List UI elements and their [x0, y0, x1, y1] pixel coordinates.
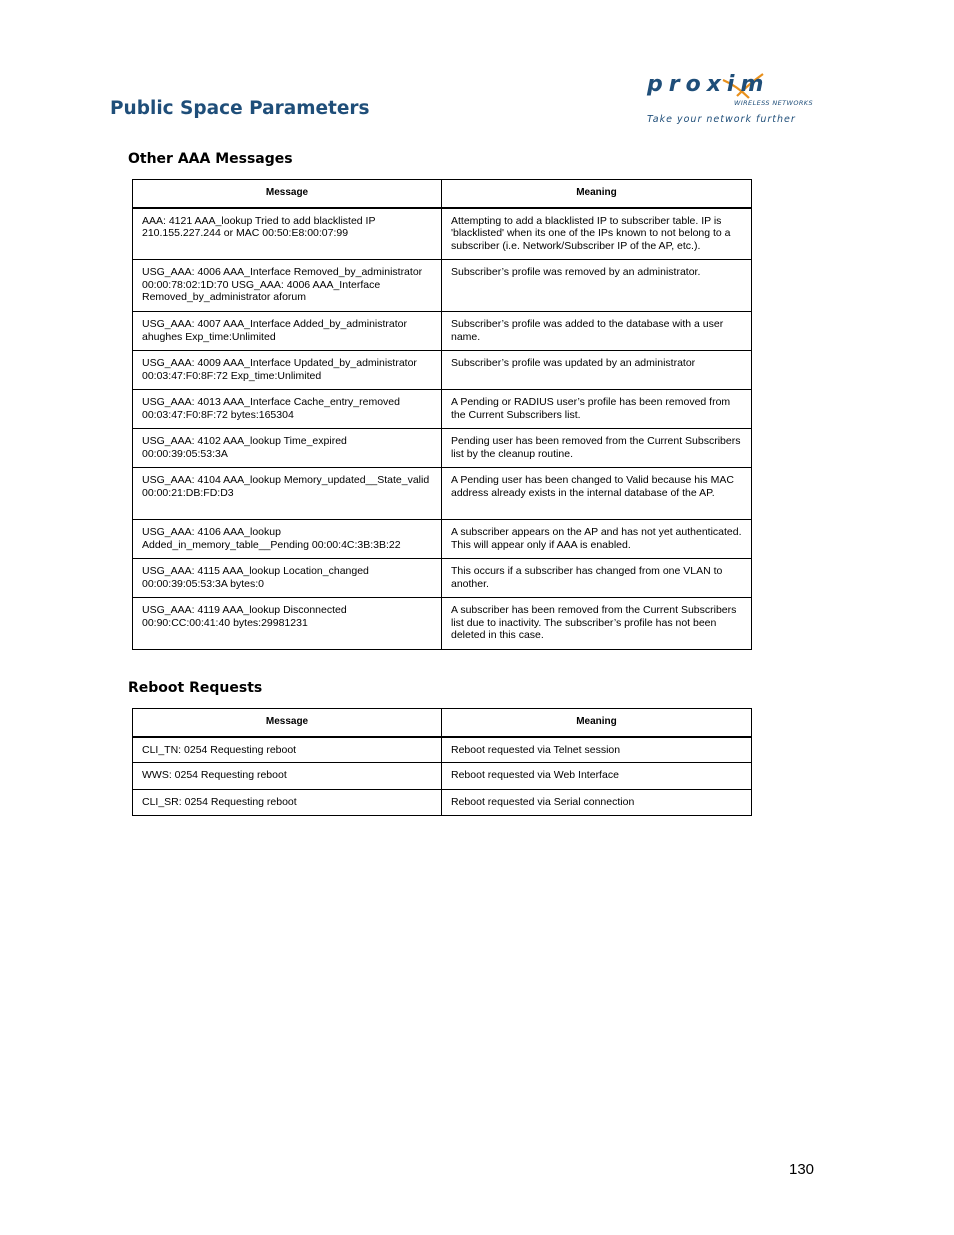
table-row	[133, 351, 752, 390]
table-row	[133, 763, 752, 790]
table-row	[133, 598, 752, 650]
section-heading-reboot-requests: Reboot Requests	[128, 680, 263, 696]
meaning-cell: Pending user has been removed from the Current Subscribers list by the cleanup routine.	[442, 429, 752, 468]
table-row	[133, 520, 752, 559]
column-header-message: Message	[133, 709, 442, 737]
table-row	[133, 208, 752, 260]
message-cell: USG_AAA: 4104 AAA_lookup Memory_updated__State_valid 00:00:21:DB:FD:D3	[133, 468, 442, 520]
reboot-requests-table	[132, 708, 752, 816]
message-cell: USG_AAA: 4006 AAA_Interface Removed_by_administrator 00:00:78:02:1D:70 USG_AAA: 4006 AAA_Interface Removed_by_administrator aforum	[133, 260, 442, 312]
meaning-cell: A Pending or RADIUS user’s profile has been removed from the Current Subscribers list.	[442, 390, 752, 429]
meaning-cell: A Pending user has been changed to Valid because his MAC address already exists in the internal database of the AP.	[442, 468, 752, 520]
table-row	[133, 260, 752, 312]
meaning-cell: A subscriber appears on the AP and has not yet authenticated. This will appear only if AAA is enabled.	[442, 520, 752, 559]
logo-wordmark: proxim	[647, 72, 770, 97]
message-cell: USG_AAA: 4102 AAA_lookup Time_expired 00:00:39:05:53:3A	[133, 429, 442, 468]
table-row	[133, 737, 752, 763]
column-header-meaning: Meaning	[442, 709, 752, 737]
page-number: 130	[789, 1161, 815, 1178]
meaning-cell: A subscriber has been removed from the Current Subscribers list due to inactivity. The subscriber’s profile has not been deleted in this case.	[442, 598, 752, 650]
table-header-row	[133, 709, 752, 737]
meaning-cell: Subscriber’s profile was updated by an administrator	[442, 351, 752, 390]
table-row	[133, 790, 752, 816]
other-aaa-messages-table	[132, 179, 752, 650]
meaning-cell: Subscriber’s profile was added to the database with a user name.	[442, 312, 752, 351]
column-header-meaning: Meaning	[442, 180, 752, 208]
page-title: Public Space Parameters	[110, 98, 370, 119]
table-row	[133, 312, 752, 351]
meaning-cell: Reboot requested via Web Interface	[442, 763, 752, 790]
meaning-cell: Reboot requested via Serial connection	[442, 790, 752, 816]
message-cell: WWS: 0254 Requesting reboot	[133, 763, 442, 790]
table-header-row	[133, 180, 752, 208]
message-cell: USG_AAA: 4013 AAA_Interface Cache_entry_removed 00:03:47:F0:8F:72 bytes:165304	[133, 390, 442, 429]
section-heading-other-aaa: Other AAA Messages	[128, 151, 293, 167]
table-row	[133, 429, 752, 468]
table-row	[133, 559, 752, 598]
meaning-cell: Subscriber’s profile was removed by an administrator.	[442, 260, 752, 312]
message-cell: USG_AAA: 4106 AAA_lookup Added_in_memory_table__Pending 00:00:4C:3B:3B:22	[133, 520, 442, 559]
meaning-cell: Reboot requested via Telnet session	[442, 737, 752, 763]
logo-tagline: Take your network further	[647, 114, 796, 125]
proxim-logo	[645, 72, 815, 130]
column-header-message: Message	[133, 180, 442, 208]
meaning-cell: This occurs if a subscriber has changed from one VLAN to another.	[442, 559, 752, 598]
message-cell: USG_AAA: 4007 AAA_Interface Added_by_administrator ahughes Exp_time:Unlimited	[133, 312, 442, 351]
message-cell: USG_AAA: 4009 AAA_Interface Updated_by_administrator 00:03:47:F0:8F:72 Exp_time:Unlimited	[133, 351, 442, 390]
message-cell: CLI_TN: 0254 Requesting reboot	[133, 737, 442, 763]
table-row	[133, 468, 752, 520]
message-cell: CLI_SR: 0254 Requesting reboot	[133, 790, 442, 816]
message-cell: USG_AAA: 4115 AAA_lookup Location_changed 00:00:39:05:53:3A bytes:0	[133, 559, 442, 598]
message-cell: USG_AAA: 4119 AAA_lookup Disconnected 00:90:CC:00:41:40 bytes:29981231	[133, 598, 442, 650]
message-cell: AAA: 4121 AAA_lookup Tried to add blacklisted IP 210.155.227.244 or MAC 00:50:E8:00:07:99	[133, 208, 442, 260]
logo-subtitle: WIRELESS NETWORKS	[734, 99, 813, 107]
meaning-cell: Attempting to add a blacklisted IP to subscriber table. IP is 'blacklisted' when its one of the IPs known to not belong to a subscriber (i.e. Network/Subscriber IP of the AP, etc.).	[442, 208, 752, 260]
table-row	[133, 390, 752, 429]
